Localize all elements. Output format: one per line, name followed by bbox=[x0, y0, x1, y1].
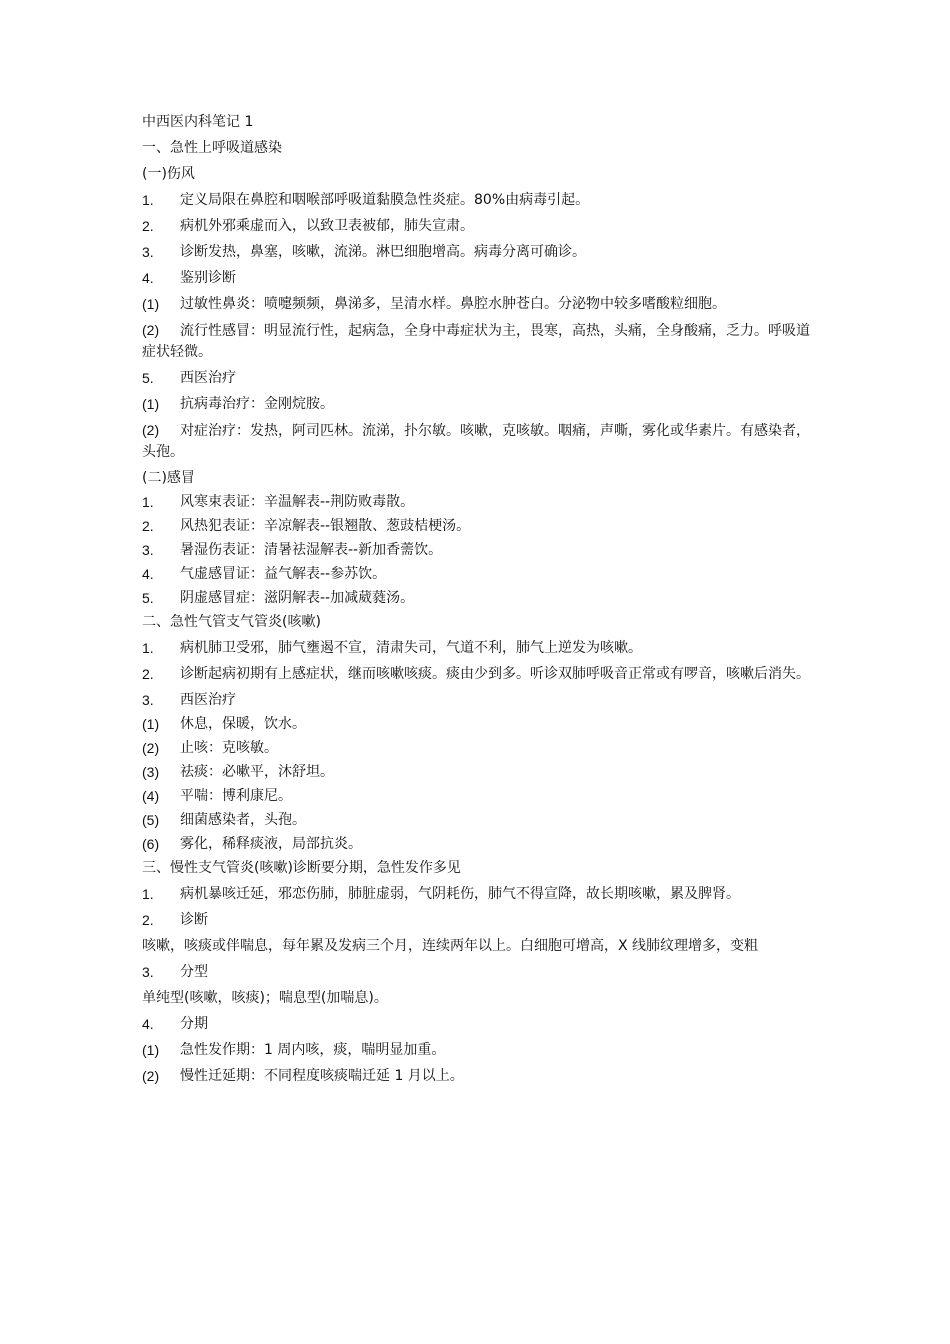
list-item bbox=[142, 1014, 810, 1035]
list-item-text: 诊断发热，鼻塞，咳嗽，流涕。淋巴细胞增高。病毒分离可确诊。 bbox=[180, 244, 586, 260]
list-marker: 2. bbox=[142, 912, 154, 928]
list-item bbox=[142, 564, 810, 585]
list-item bbox=[142, 738, 810, 759]
list-marker: 5. bbox=[142, 590, 154, 606]
list-marker: 3. bbox=[142, 692, 154, 708]
list-item bbox=[142, 1040, 810, 1061]
list-item-text: 流行性感冒：明显流行性，起病急，全身中毒症状为主，畏寒，高热，头痛，全身酸痛，乏力。呼吸道症状轻微。 bbox=[142, 323, 810, 360]
paragraph-text: 一、急性上呼吸道感染 bbox=[142, 140, 282, 156]
paragraph-text: (二)感冒 bbox=[142, 470, 195, 486]
document-title: 中西医内科笔记 1 bbox=[142, 114, 254, 130]
list-marker: (4) bbox=[142, 788, 160, 804]
list-item bbox=[142, 268, 810, 289]
list-marker: (1) bbox=[142, 716, 160, 732]
list-item bbox=[142, 420, 810, 463]
list-item-text: 西医治疗 bbox=[180, 692, 236, 708]
list-item bbox=[142, 394, 810, 415]
list-marker: 1. bbox=[142, 192, 154, 208]
list-marker: 1. bbox=[142, 886, 154, 902]
list-marker: (2) bbox=[142, 322, 160, 338]
list-marker: 3. bbox=[142, 964, 154, 980]
list-item bbox=[142, 216, 810, 237]
list-item bbox=[142, 810, 810, 831]
list-item-text: 抗病毒治疗：金刚烷胺。 bbox=[180, 396, 334, 412]
list-marker: 3. bbox=[142, 542, 154, 558]
paragraph bbox=[142, 936, 810, 957]
list-item-text: 风寒束表证：辛温解表--荆防败毒散。 bbox=[180, 494, 415, 510]
paragraph bbox=[142, 138, 810, 159]
list-item-text: 诊断 bbox=[180, 912, 208, 928]
list-marker: 1. bbox=[142, 494, 154, 510]
list-item-text: 雾化，稀释痰液，局部抗炎。 bbox=[180, 836, 362, 852]
list-item-text: 鉴别诊断 bbox=[180, 270, 236, 286]
list-item bbox=[142, 910, 810, 931]
list-item bbox=[142, 190, 810, 211]
list-item-text: 平喘：博利康尼。 bbox=[180, 788, 292, 804]
paragraph-text: 二、急性气管支气管炎(咳嗽) bbox=[142, 614, 321, 630]
paragraph bbox=[142, 858, 810, 879]
list-item bbox=[142, 516, 810, 537]
list-item bbox=[142, 786, 810, 807]
paragraph bbox=[142, 612, 810, 633]
list-marker: 4. bbox=[142, 566, 154, 582]
list-marker: (3) bbox=[142, 764, 160, 780]
list-item-text: 慢性迁延期：不同程度咳痰喘迁延 1 月以上。 bbox=[180, 1068, 464, 1084]
list-item bbox=[142, 714, 810, 735]
list-item-text: 病机暴咳迁延，邪恋伤肺，肺脏虚弱，气阴耗伤，肺气不得宣降，故长期咳嗽，累及脾肾。 bbox=[180, 886, 740, 902]
list-item-text: 急性发作期：1 周内咳，痰，喘明显加重。 bbox=[180, 1042, 446, 1058]
list-item bbox=[142, 962, 810, 983]
list-item-text: 西医治疗 bbox=[180, 370, 236, 386]
list-marker: 2. bbox=[142, 518, 154, 534]
list-item-text: 气虚感冒证：益气解表--参苏饮。 bbox=[180, 566, 387, 582]
list-marker: 1. bbox=[142, 640, 154, 656]
list-marker: (1) bbox=[142, 396, 160, 412]
paragraph-text: 咳嗽，咳痰或伴喘息，每年累及发病三个月，连续两年以上。白细胞可增高，X 线肺纹理增多，变粗 bbox=[142, 938, 759, 954]
paragraph bbox=[142, 988, 810, 1009]
list-item bbox=[142, 588, 810, 609]
list-item-text: 分型 bbox=[180, 964, 208, 980]
list-marker: 5. bbox=[142, 370, 154, 386]
list-item bbox=[142, 762, 810, 783]
paragraph-text: 单纯型(咳嗽，咳痰)；喘息型(加喘息)。 bbox=[142, 990, 388, 1006]
list-marker: (1) bbox=[142, 1042, 160, 1058]
list-marker: 3. bbox=[142, 244, 154, 260]
list-item bbox=[142, 368, 810, 389]
paragraph-text: 三、慢性支气管炎(咳嗽)诊断要分期，急性发作多见 bbox=[142, 860, 461, 876]
document-body bbox=[142, 138, 810, 1087]
list-item bbox=[142, 492, 810, 513]
list-item bbox=[142, 320, 810, 363]
list-marker: (5) bbox=[142, 812, 160, 828]
list-marker: 4. bbox=[142, 270, 154, 286]
paragraph bbox=[142, 164, 810, 185]
list-item bbox=[142, 884, 810, 905]
list-item bbox=[142, 664, 810, 685]
paragraph bbox=[142, 468, 810, 489]
list-marker: (2) bbox=[142, 740, 160, 756]
list-marker: 2. bbox=[142, 666, 154, 682]
paragraph-text: (一)伤风 bbox=[142, 166, 195, 182]
list-marker: 4. bbox=[142, 1016, 154, 1032]
list-item bbox=[142, 690, 810, 711]
list-item-text: 细菌感染者，头孢。 bbox=[180, 812, 306, 828]
list-item-text: 休息，保暖，饮水。 bbox=[180, 716, 306, 732]
list-item-text: 暑湿伤表证：清暑祛湿解表--新加香薷饮。 bbox=[180, 542, 443, 558]
list-marker: (2) bbox=[142, 1068, 160, 1084]
list-item-text: 止咳：克咳敏。 bbox=[180, 740, 278, 756]
list-item bbox=[142, 294, 810, 315]
document-page bbox=[142, 112, 810, 1092]
list-item-text: 过敏性鼻炎：喷嚏频频，鼻涕多，呈清水样。鼻腔水肿苍白。分泌物中较多嗜酸粒细胞。 bbox=[180, 296, 726, 312]
list-marker: (1) bbox=[142, 296, 160, 312]
list-marker: 2. bbox=[142, 218, 154, 234]
list-item-text: 风热犯表证：辛凉解表--银翘散、葱豉桔梗汤。 bbox=[180, 518, 471, 534]
list-item-text: 病机外邪乘虚而入，以致卫表被郁，肺失宣肃。 bbox=[180, 218, 474, 234]
list-item bbox=[142, 242, 810, 263]
list-item-text: 定义局限在鼻腔和咽喉部呼吸道黏膜急性炎症。80%由病毒引起。 bbox=[180, 192, 590, 208]
list-marker: (2) bbox=[142, 422, 160, 438]
list-item-text: 阴虚感冒症：滋阴解表--加减葳蕤汤。 bbox=[180, 590, 415, 606]
list-item-text: 对症治疗：发热，阿司匹林。流涕，扑尔敏。咳嗽，克咳敏。咽痛，声嘶，雾化或华素片。有感染者，头孢。 bbox=[142, 423, 810, 460]
list-item bbox=[142, 638, 810, 659]
list-item-text: 祛痰：必嗽平，沐舒坦。 bbox=[180, 764, 334, 780]
list-item bbox=[142, 834, 810, 855]
list-item bbox=[142, 1066, 810, 1087]
list-item-text: 分期 bbox=[180, 1016, 208, 1032]
list-item-text: 诊断起病初期有上感症状，继而咳嗽咳痰。痰由少到多。听诊双肺呼吸音正常或有啰音，咳嗽后消失。 bbox=[180, 666, 810, 682]
list-item-text: 病机肺卫受邪，肺气壅遏不宣，清肃失司，气道不利，肺气上逆发为咳嗽。 bbox=[180, 640, 642, 656]
list-item bbox=[142, 540, 810, 561]
list-marker: (6) bbox=[142, 836, 160, 852]
